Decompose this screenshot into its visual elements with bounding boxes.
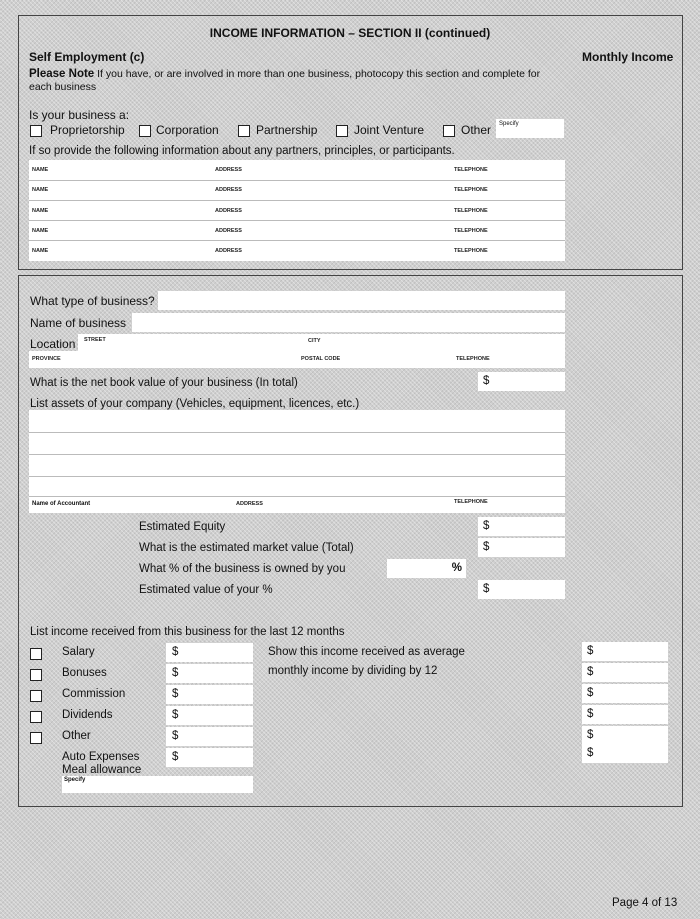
meal-allowance-label: Meal allowance (62, 764, 142, 776)
owned-pct-field[interactable] (387, 559, 466, 578)
other-specify-field[interactable] (496, 119, 564, 138)
partner-telephone-label: TELEPHONE (454, 248, 488, 254)
business-type-label: What type of business? (30, 294, 155, 308)
commission-checkbox[interactable] (30, 690, 42, 702)
other-income-label: Other (62, 730, 91, 742)
show-income-line2: monthly income by dividing by 12 (268, 665, 438, 677)
currency-symbol: $ (172, 730, 179, 742)
monthly-income-field-1[interactable] (582, 642, 668, 661)
joint-venture-label: Joint Venture (354, 123, 425, 137)
row-divider (29, 220, 565, 221)
bonuses-label: Bonuses (62, 667, 107, 679)
assets-label: List assets of your company (Vehicles, equipment, licences, etc.) (30, 398, 360, 410)
currency-symbol: $ (172, 667, 179, 679)
dividends-checkbox[interactable] (30, 711, 42, 723)
assets-line (29, 454, 565, 455)
dividends-label: Dividends (62, 709, 113, 721)
net-book-label: What is the net book value of your business (In total) (30, 377, 298, 389)
currency-symbol: $ (587, 645, 594, 657)
bonuses-checkbox[interactable] (30, 669, 42, 681)
street-label: STREET (84, 337, 106, 343)
partners-instruction: If so provide the following information about any partners, principles, or participants. (29, 145, 455, 157)
partner-address-label: ADDRESS (215, 228, 242, 234)
net-book-field[interactable] (478, 372, 565, 391)
accountant-telephone-label: TELEPHONE (454, 499, 488, 505)
please-note (29, 68, 564, 94)
partner-address-label: ADDRESS (215, 187, 242, 193)
dividends-field[interactable] (166, 706, 253, 725)
monthly-income-field-5[interactable] (582, 726, 668, 745)
business-name-field[interactable] (132, 313, 565, 332)
monthly-income-field-6[interactable] (582, 744, 668, 763)
other-specify-label: Specify (499, 121, 519, 127)
partnership-label: Partnership (256, 123, 318, 137)
partner-name-label: NAME (32, 208, 49, 214)
proprietorship-checkbox[interactable] (30, 125, 42, 137)
salary-checkbox[interactable] (30, 648, 42, 660)
business-name-label: Name of business (30, 316, 127, 330)
corporation-label: Corporation (156, 123, 219, 137)
other-label: Other (461, 123, 492, 137)
owned-pct-label: What % of the business is owned by you (139, 563, 346, 575)
currency-symbol: $ (587, 729, 594, 741)
equity-field[interactable] (478, 517, 565, 536)
self-employment-label: Self Employment (c) (29, 50, 145, 64)
partner-address-label: ADDRESS (215, 167, 242, 173)
please-note-bold: Please Note (29, 68, 95, 80)
partner-name-label: NAME (32, 187, 49, 193)
proprietorship-label: Proprietorship (50, 123, 125, 137)
row-divider (29, 240, 565, 241)
monthly-income-field-4[interactable] (582, 705, 668, 724)
currency-symbol: $ (483, 375, 490, 387)
joint-venture-checkbox[interactable] (336, 125, 348, 137)
partner-telephone-label: TELEPHONE (454, 208, 488, 214)
location-telephone-label: TELEPHONE (456, 356, 490, 362)
partner-name-label: NAME (32, 248, 49, 254)
business-type-question: Is your business a: (29, 108, 130, 122)
assets-field[interactable] (29, 410, 565, 513)
other-checkbox[interactable] (443, 125, 455, 137)
assets-line (29, 476, 565, 477)
currency-symbol: $ (172, 709, 179, 721)
location-row2-field[interactable] (29, 351, 565, 368)
market-value-field[interactable] (478, 538, 565, 557)
monthly-income-field-2[interactable] (582, 663, 668, 682)
equity-label: Estimated Equity (139, 521, 226, 533)
monthly-income-field-3[interactable] (582, 684, 668, 703)
salary-field[interactable] (166, 643, 253, 662)
partnership-checkbox[interactable] (238, 125, 250, 137)
currency-symbol: $ (483, 583, 490, 595)
currency-symbol: $ (483, 520, 490, 532)
percent-symbol: % (451, 562, 462, 574)
income-list-label: List income received from this business for the last 12 months (30, 626, 345, 638)
city-label: CITY (308, 338, 321, 344)
accountant-address-label: ADDRESS (236, 501, 263, 507)
currency-symbol: $ (172, 646, 179, 658)
meal-specify-label: Specify (64, 777, 86, 783)
corporation-checkbox[interactable] (139, 125, 151, 137)
assets-line (29, 432, 565, 433)
partner-address-label: ADDRESS (215, 248, 242, 254)
commission-field[interactable] (166, 685, 253, 704)
other-income-checkbox[interactable] (30, 732, 42, 744)
currency-symbol: $ (587, 708, 594, 720)
currency-symbol: $ (172, 688, 179, 700)
partner-name-label: NAME (32, 167, 49, 173)
assets-line (29, 496, 565, 497)
bonuses-field[interactable] (166, 664, 253, 683)
currency-symbol: $ (587, 687, 594, 699)
value-pct-field[interactable] (478, 580, 565, 599)
auto-expenses-field[interactable] (166, 748, 253, 767)
partner-telephone-label: TELEPHONE (454, 167, 488, 173)
commission-label: Commission (62, 688, 126, 700)
row-divider (29, 200, 565, 201)
partners-table[interactable] (29, 160, 565, 261)
section-title: INCOME INFORMATION – SECTION II (continued) (209, 26, 491, 40)
partner-telephone-label: TELEPHONE (454, 187, 488, 193)
province-label: PROVINCE (32, 356, 61, 362)
value-pct-label: Estimated value of your % (139, 584, 273, 596)
currency-symbol: $ (587, 747, 594, 759)
partner-address-label: ADDRESS (215, 208, 242, 214)
salary-label: Salary (62, 646, 95, 658)
monthly-income-label: Monthly Income (582, 50, 674, 64)
business-type-field[interactable] (158, 291, 565, 310)
row-divider (29, 180, 565, 181)
currency-symbol: $ (587, 666, 594, 678)
partner-name-label: NAME (32, 228, 49, 234)
currency-symbol: $ (172, 751, 179, 763)
please-note-text: If you have, or are involved in more than one business, photocopy this section and complete for each business (29, 68, 541, 93)
postal-code-label: POSTAL CODE (301, 356, 341, 362)
market-value-label: What is the estimated market value (Total) (139, 542, 354, 554)
location-label: Location (30, 337, 76, 351)
currency-symbol: $ (483, 541, 490, 553)
show-income-line1: Show this income received as average (268, 646, 465, 658)
meal-allowance-field[interactable] (62, 776, 253, 793)
page-number: Page 4 of 13 (612, 897, 678, 909)
partner-telephone-label: TELEPHONE (454, 228, 488, 234)
auto-expenses-label: Auto Expenses (62, 751, 140, 763)
other-income-field[interactable] (166, 727, 253, 746)
accountant-label: Name of Accountant (32, 501, 91, 507)
